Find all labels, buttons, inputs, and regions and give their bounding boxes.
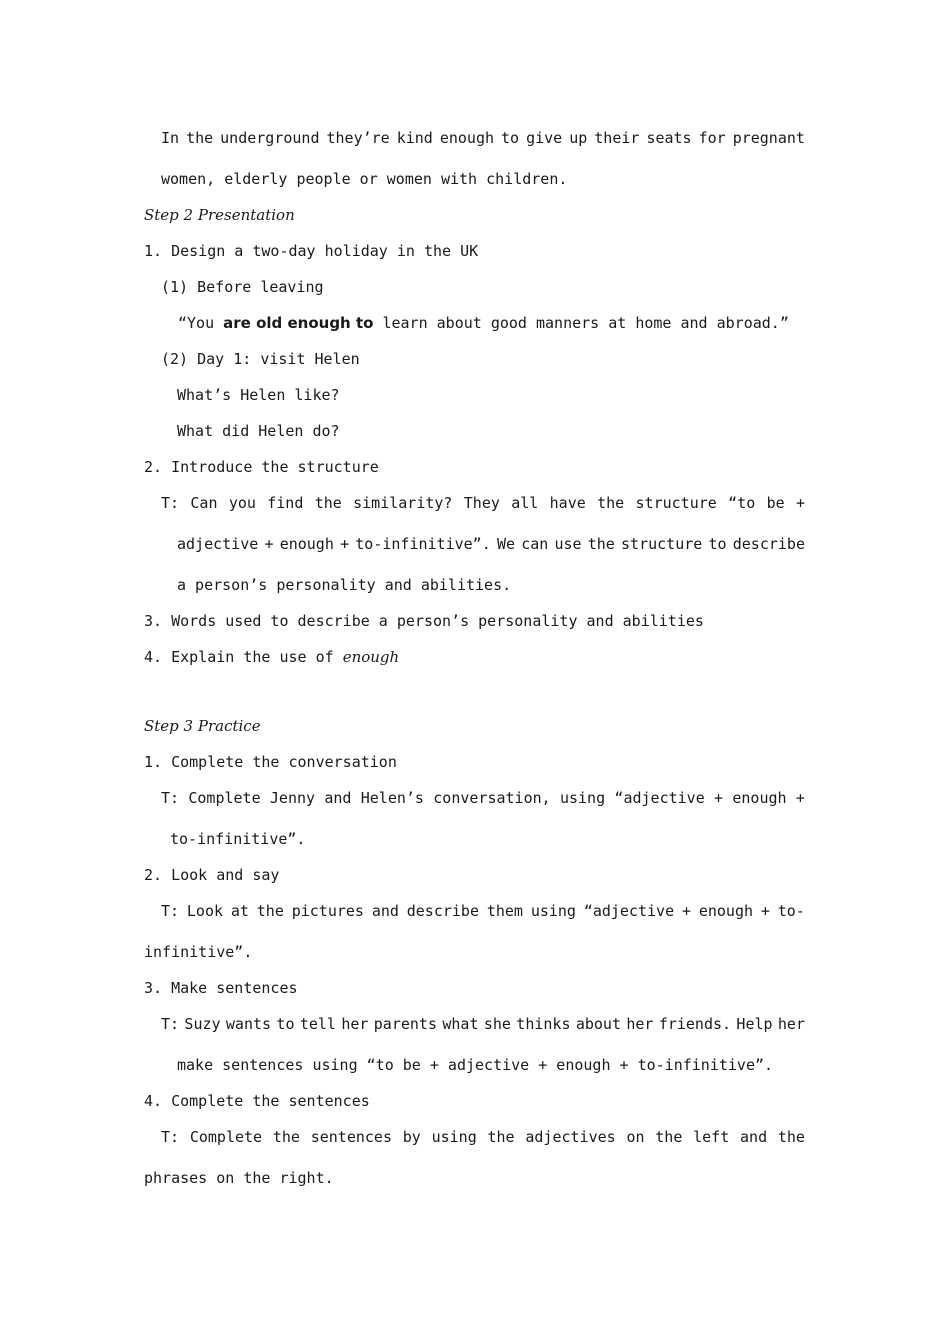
word: friends. — [658, 1015, 732, 1033]
word: the — [487, 1128, 515, 1146]
word: + — [714, 789, 724, 807]
word: find — [267, 494, 304, 512]
word: adjective — [177, 535, 259, 553]
s2-item-1: 1. Design a two-day holiday in the UK — [144, 242, 479, 260]
word: Complete — [188, 789, 261, 807]
word: enough — [732, 789, 787, 807]
s2-item-2-line-3: a person’s personality and abilities. — [177, 576, 512, 594]
word: about — [575, 1015, 621, 1033]
word: them — [486, 902, 523, 920]
word: enough — [698, 902, 754, 920]
s3-item-3: 3. Make sentences — [144, 979, 298, 997]
s3-item-2: 2. Look and say — [144, 866, 280, 884]
word: the — [256, 902, 284, 920]
word: similarity? — [353, 494, 453, 512]
word: + — [795, 494, 805, 512]
word: at — [230, 902, 249, 920]
word: left — [693, 1128, 730, 1146]
s3-item-1-line-2: to-infinitive”. — [170, 830, 306, 848]
question-2: What did Helen do? — [177, 422, 340, 440]
word: They — [463, 494, 500, 512]
word: using — [559, 789, 606, 807]
word: her — [626, 1015, 654, 1033]
word: + — [264, 535, 274, 553]
word: to-infinitive”. — [355, 535, 491, 553]
word: to — [708, 535, 727, 553]
word: they’re — [326, 129, 390, 147]
s3-item-3-line-2: make sentences using “to be + adjective + enough + to-infinitive”. — [177, 1056, 774, 1074]
word: and — [324, 789, 352, 807]
word: T: — [161, 494, 180, 512]
word: give — [526, 129, 563, 147]
word: Suzy — [184, 1015, 221, 1033]
word: the — [587, 535, 615, 553]
word: you — [228, 494, 256, 512]
word: T: — [161, 789, 180, 807]
word: seats — [646, 129, 692, 147]
word: and — [371, 902, 399, 920]
word: adjectives — [525, 1128, 616, 1146]
s3-item-1-line-1 — [161, 788, 805, 808]
word: “to — [728, 494, 756, 512]
word: all — [511, 494, 539, 512]
question-1: What’s Helen like? — [177, 386, 340, 404]
word: pregnant — [732, 129, 805, 147]
word: sentences — [310, 1128, 392, 1146]
word: Complete — [189, 1128, 263, 1146]
word: can — [521, 535, 549, 553]
word: kind — [396, 129, 433, 147]
s2-item-4-prefix: 4. Explain the use of — [144, 648, 343, 666]
word: using — [530, 902, 576, 920]
word: their — [594, 129, 640, 147]
quote-bold: are old enough to — [223, 314, 374, 332]
s2-item-2: 2. Introduce the structure — [144, 458, 379, 476]
s2-item-1-sub-1: (1) Before leaving — [161, 278, 324, 296]
s3-item-2-line-2: infinitive”. — [144, 943, 253, 961]
word: structure — [621, 535, 703, 553]
word: T: — [161, 1015, 180, 1033]
word: Help — [736, 1015, 773, 1033]
word: describe — [732, 535, 805, 553]
s2-item-4 — [144, 647, 399, 667]
step3-heading: Step 3 Practice — [144, 717, 261, 735]
s3-item-4-line-1 — [161, 1127, 805, 1147]
word: to — [276, 1015, 295, 1033]
word: to — [501, 129, 520, 147]
word: structure — [635, 494, 717, 512]
s2-item-2-line-1 — [161, 493, 805, 513]
word: her — [341, 1015, 369, 1033]
s2-item-3: 3. Words used to describe a person’s personality and abilities — [144, 612, 704, 630]
word: for — [698, 129, 726, 147]
word: Can — [190, 494, 218, 512]
s3-item-4: 4. Complete the sentences — [144, 1092, 370, 1110]
word: + — [681, 902, 691, 920]
intro-line-2: women, elderly people or women with children. — [161, 170, 568, 188]
s2-item-2-line-2 — [177, 534, 805, 554]
word: enough — [279, 535, 334, 553]
word: the — [655, 1128, 683, 1146]
word: thinks — [516, 1015, 571, 1033]
word: up — [569, 129, 588, 147]
word: We — [496, 535, 515, 553]
s2-item-1-sub-2: (2) Day 1: visit Helen — [161, 350, 360, 368]
word: on — [626, 1128, 645, 1146]
word: describe — [406, 902, 479, 920]
word: parents — [373, 1015, 437, 1033]
word: the — [777, 1128, 805, 1146]
word: + — [795, 789, 805, 807]
word: Jenny — [269, 789, 316, 807]
word: enough — [439, 129, 495, 147]
word: her — [777, 1015, 805, 1033]
s3-item-1: 1. Complete the conversation — [144, 753, 397, 771]
word: she — [483, 1015, 511, 1033]
word: wants — [225, 1015, 272, 1033]
word: Look — [186, 902, 224, 920]
word: the — [272, 1128, 300, 1146]
word: pictures — [291, 902, 364, 920]
quote-line — [178, 313, 789, 333]
word: “adjective — [614, 789, 705, 807]
word: T: — [161, 1128, 180, 1146]
word: Helen’s — [360, 789, 424, 807]
word: + — [340, 535, 350, 553]
intro-line-1 — [161, 128, 805, 148]
word: tell — [299, 1015, 336, 1033]
word: have — [549, 494, 586, 512]
step2-heading: Step 2 Presentation — [144, 206, 295, 224]
word: by — [402, 1128, 421, 1146]
word: “adjective — [583, 902, 675, 920]
word: + — [760, 902, 770, 920]
word: using — [431, 1128, 477, 1146]
word: what — [442, 1015, 479, 1033]
word: conversation, — [433, 789, 551, 807]
word: the — [314, 494, 342, 512]
quote-rest: learn about good manners at home and abroad.” — [373, 314, 789, 332]
word: underground — [220, 129, 320, 147]
s2-item-4-word: enough — [342, 648, 400, 666]
word: be — [766, 494, 785, 512]
word: and — [740, 1128, 768, 1146]
quote-open: “You — [178, 314, 224, 332]
word: to- — [777, 902, 805, 920]
word: T: — [161, 902, 180, 920]
word: the — [186, 129, 214, 147]
word: In — [161, 129, 180, 147]
word: the — [597, 494, 625, 512]
s3-item-4-line-2: phrases on the right. — [144, 1169, 334, 1187]
word: use — [554, 535, 582, 553]
s3-item-3-line-1 — [161, 1014, 805, 1034]
s3-item-2-line-1 — [161, 901, 805, 921]
